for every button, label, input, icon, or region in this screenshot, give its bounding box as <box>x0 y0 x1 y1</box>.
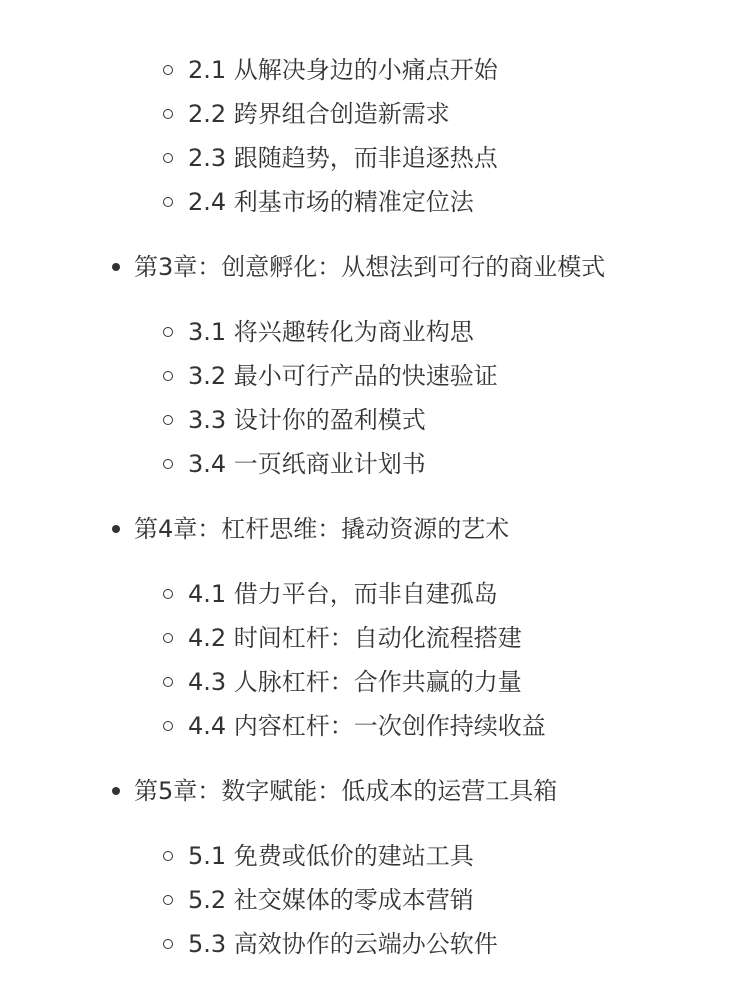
list-item <box>0 572 750 616</box>
chapter-item <box>0 762 750 820</box>
list-item <box>0 136 750 180</box>
sub-section-label: 4.4 内容杠杆：一次创作持续收益 <box>188 712 546 740</box>
hollow-bullet-icon <box>163 459 173 469</box>
hollow-bullet-icon <box>163 65 173 75</box>
filled-bullet-icon <box>112 263 120 271</box>
sub-section-label: 4.1 借力平台，而非自建孤岛 <box>188 580 498 608</box>
list-item <box>0 310 750 354</box>
hollow-bullet-icon <box>163 939 173 949</box>
chapter-item <box>0 238 750 296</box>
hollow-bullet-icon <box>163 109 173 119</box>
hollow-bullet-icon <box>163 895 173 905</box>
hollow-bullet-icon <box>163 589 173 599</box>
chapter-item <box>0 500 750 558</box>
hollow-bullet-icon <box>163 851 173 861</box>
sub-section-label: 4.2 时间杠杆：自动化流程搭建 <box>188 624 522 652</box>
hollow-bullet-icon <box>163 415 173 425</box>
sub-section-label: 5.2 社交媒体的零成本营销 <box>188 886 474 914</box>
list-item <box>0 922 750 966</box>
sub-section-label: 2.3 跟随趋势，而非追逐热点 <box>188 144 498 172</box>
hollow-bullet-icon <box>163 721 173 731</box>
sub-section-label: 3.4 一页纸商业计划书 <box>188 450 426 478</box>
list-item <box>0 48 750 92</box>
sub-section-label: 3.3 设计你的盈利模式 <box>188 406 426 434</box>
chapter-label: 第4章：杠杆思维：撬动资源的艺术 <box>134 515 510 543</box>
list-item <box>0 180 750 224</box>
filled-bullet-icon <box>112 787 120 795</box>
list-item <box>0 616 750 660</box>
list-item <box>0 354 750 398</box>
list-item <box>0 92 750 136</box>
sub-section-label: 5.3 高效协作的云端办公软件 <box>188 930 498 958</box>
list-item <box>0 834 750 878</box>
sub-section-label: 2.2 跨界组合创造新需求 <box>188 100 450 128</box>
list-item <box>0 878 750 922</box>
hollow-bullet-icon <box>163 327 173 337</box>
sub-section-label: 2.4 利基市场的精准定位法 <box>188 188 474 216</box>
chapter-label: 第3章：创意孵化：从想法到可行的商业模式 <box>134 253 606 281</box>
hollow-bullet-icon <box>163 197 173 207</box>
table-of-contents <box>0 48 750 966</box>
list-item <box>0 704 750 748</box>
list-item <box>0 398 750 442</box>
chapter-label: 第5章：数字赋能：低成本的运营工具箱 <box>134 777 558 805</box>
sub-section-label: 5.1 免费或低价的建站工具 <box>188 842 474 870</box>
hollow-bullet-icon <box>163 153 173 163</box>
sub-section-label: 2.1 从解决身边的小痛点开始 <box>188 56 498 84</box>
sub-section-label: 3.1 将兴趣转化为商业构思 <box>188 318 474 346</box>
sub-section-label: 4.3 人脉杠杆：合作共赢的力量 <box>188 668 522 696</box>
hollow-bullet-icon <box>163 371 173 381</box>
sub-section-label: 3.2 最小可行产品的快速验证 <box>188 362 498 390</box>
list-item <box>0 442 750 486</box>
hollow-bullet-icon <box>163 633 173 643</box>
filled-bullet-icon <box>112 525 120 533</box>
list-item <box>0 660 750 704</box>
hollow-bullet-icon <box>163 677 173 687</box>
